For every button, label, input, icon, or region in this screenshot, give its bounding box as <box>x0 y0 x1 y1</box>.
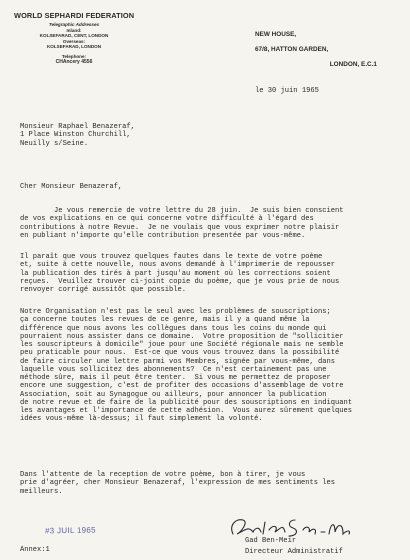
body-paragraph-2: Il paraît que vous trouvez quelques fautes dans le texte de votre poème et, suite à cette nouvelle, nous avons demandé à l'imprimerie de repousser la publication des tirés à part jusqu'au moment où les corrections soient reçues. Veuillez trouver ci-joint copie du poème, que je vous prie de nous renvoyer corrigé aussitôt que possible. <box>20 253 340 294</box>
address-line-1: NEW HOUSE, <box>255 31 297 38</box>
body-paragraph-1: Je vous remercie de votre lettre du 28 juin. Je suis bien conscient de vos explications en ce qui concerne votre difficulté à l'égard des contributions à notre Revue. Je ne voulais que vous exprimer notre plaisir en publiant n'importe qu'elle contribution presentée par vous-même. <box>20 207 344 240</box>
recipient-line-2: 1 Place Winston Churchill, <box>20 131 131 140</box>
inland-label: Inland: <box>66 27 82 33</box>
signer-name: Gad Ben-Meir <box>245 537 297 545</box>
inland-address: KOLSEFARAD, CENT, LONDON <box>39 33 109 39</box>
recipient-address <box>20 123 135 148</box>
letterhead-left <box>14 11 134 65</box>
signer-title: Directeur Administratif <box>245 548 343 556</box>
received-date-stamp: #3 JUIL 1965 <box>44 525 96 536</box>
overseas-address: KOLSEFARAD, LONDON <box>46 44 102 50</box>
salutation: Cher Monsieur Benazeraf, <box>20 183 123 191</box>
letter-date: le 30 juin 1965 <box>255 87 319 95</box>
address-line-3: LONDON, E.C.1 <box>329 61 377 68</box>
body-paragraph-4: Dans l'attente de la reception de votre poème, bon à tirer, je vous prie d'agréer, cher Monsieur Benazeraf, l'expression de mes sentiments les meilleurs. <box>20 471 336 496</box>
organization-name: WORLD SEPHARDI FEDERATION <box>14 11 135 20</box>
letterhead-address <box>255 27 405 72</box>
overseas-label: Overseas: <box>62 38 86 44</box>
body-paragraph-3: Notre Organisation n'est pas le seul avec les problèmes de souscriptions; ça concerne toutes les revues de ce genre, mais il y a quand même la différence que nous avons les collègues dans tous les coins du monde qui pourraient nous assister dans ce domaine. Votre proposition de "sollicitier les souscripteurs à domicile" joue pour une Société régionale mais ne semble peu praticable pour nous. Est-ce que vous vous trouvez dans la possibilité de faire circuler une lettre parmi vos Membres, signée par vous-même, dans laquelle vous sollicitez des abonnements? Ce n'est certainement pas une méthode sûre, mais il peut être tenter. Si vous me permettez de proposer encore une suggestion, c'est de profiter des occasions d'assemblage de votre Association, soit au Synagogue ou ailleurs, pour annoncer la publication de notre revue et de faire de la publicité pour des souscriptions en indiquant les avantages et l'importance de cette adhésion. Vous aurez sûrement quelques idées vous-même là-dessus; il faut simplement la volonté. <box>20 308 353 424</box>
telegraphic-heading: Telegraphic Addresses <box>48 22 100 27</box>
recipient-line-3: Neuilly s/Seine. <box>20 139 89 148</box>
telephone-number: CHAncery 4556 <box>55 58 93 65</box>
recipient-line-1: Monsieur Raphael Benazeraf, <box>20 123 135 131</box>
address-line-2: 67/8, HATTON GARDEN, <box>255 46 329 53</box>
telephone-label: Telephone: <box>61 53 87 59</box>
annex-note: Annex:1 <box>20 546 50 554</box>
